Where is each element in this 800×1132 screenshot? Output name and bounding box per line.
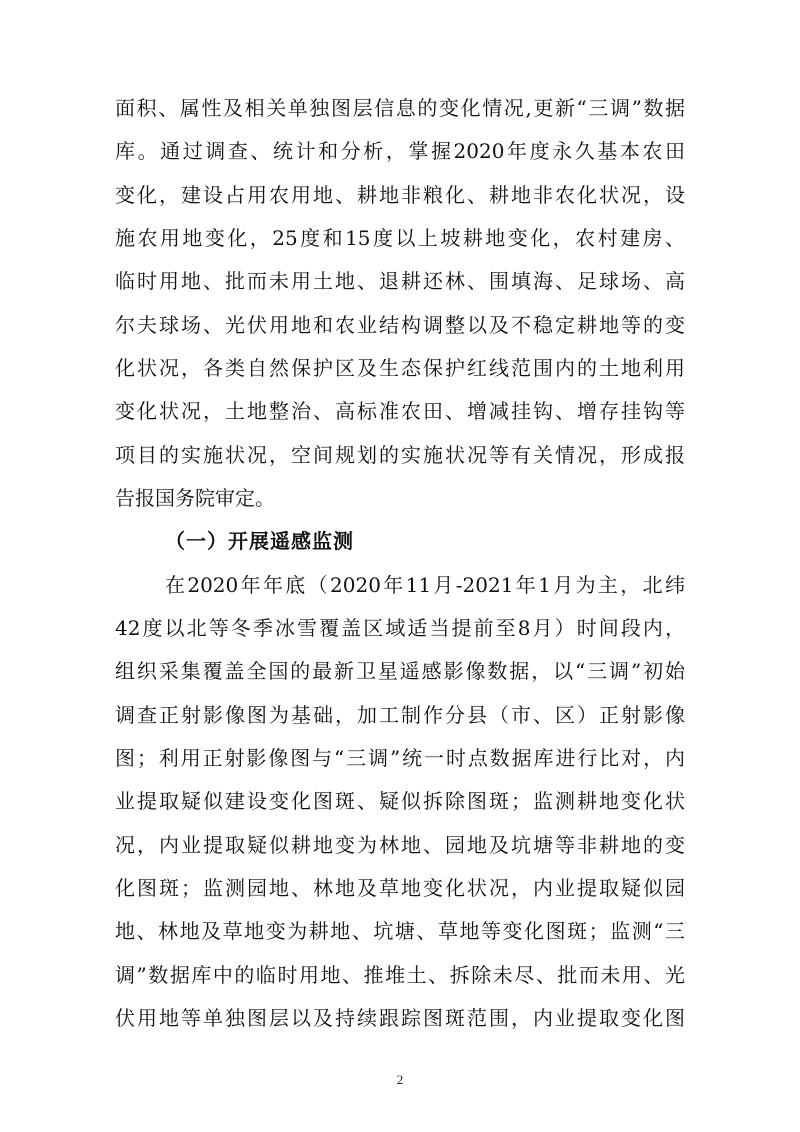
paragraph-2-line-1: 在2020年年底（2020年11月-2021年1月为主，北纬 — [165, 573, 685, 597]
paragraph-1-line-8: 变化状况，土地整治、高标准农田、增减挂钩、增存挂钩等 — [115, 399, 685, 423]
section-heading: （一）开展遥感监测 — [165, 529, 354, 553]
paragraph-1-line-7: 化状况，各类自然保护区及生态保护红线范围内的土地利用 — [115, 356, 685, 380]
paragraph-2-line-7: 况，内业提取疑似耕地变为林地、园地及坑塘等非耕地的变 — [115, 833, 685, 857]
paragraph-1-line-4: 施农用地变化，25度和15度以上坡耕地变化，农村建房、 — [115, 226, 685, 250]
paragraph-1-line-10: 告报国务院审定。 — [115, 486, 275, 510]
paragraph-2-line-5: 图；利用正射影像图与“三调”统一时点数据库进行比对，内 — [115, 746, 685, 770]
paragraph-1-line-6: 尔夫球场、光伏用地和农业结构调整以及不稳定耕地等的变 — [115, 313, 685, 337]
paragraph-2-line-4: 调查正射影像图为基础，加工制作分县（市、区）正射影像 — [115, 703, 685, 727]
paragraph-2-line-3: 组织采集覆盖全国的最新卫星遥感影像数据，以“三调”初始 — [115, 659, 685, 683]
paragraph-2-line-2: 42度以北等冬季冰雪覆盖区域适当提前至8月）时间段内， — [115, 616, 685, 640]
paragraph-1-line-2: 库。通过调查、统计和分析，掌握2020年度永久基本农田 — [115, 139, 685, 163]
paragraph-2-line-6: 业提取疑似建设变化图斑、疑似拆除图斑；监测耕地变化状 — [115, 789, 685, 813]
paragraph-1-line-3: 变化，建设占用农用地、耕地非粮化、耕地非农化状况，设 — [115, 183, 685, 207]
paragraph-1-line-5: 临时用地、批而未用土地、退耕还林、围填海、足球场、高 — [115, 269, 685, 293]
paragraph-1-line-9: 项目的实施状况，空间规划的实施状况等有关情况，形成报 — [115, 443, 685, 467]
paragraph-2-line-11: 伏用地等单独图层以及持续跟踪图斑范围，内业提取变化图 — [115, 1006, 685, 1030]
page-number: 2 — [396, 1072, 404, 1087]
paragraph-2-line-10: 调”数据库中的临时用地、推堆土、拆除未尽、批而未用、光 — [115, 963, 685, 987]
paragraph-2-line-8: 化图斑；监测园地、林地及草地变化状况，内业提取疑似园 — [115, 876, 685, 900]
paragraph-1-line-1: 面积、属性及相关单独图层信息的变化情况,更新“三调”数据 — [115, 96, 685, 120]
paragraph-2-line-9: 地、林地及草地变为耕地、坑塘、草地等变化图斑；监测“三 — [115, 919, 685, 943]
